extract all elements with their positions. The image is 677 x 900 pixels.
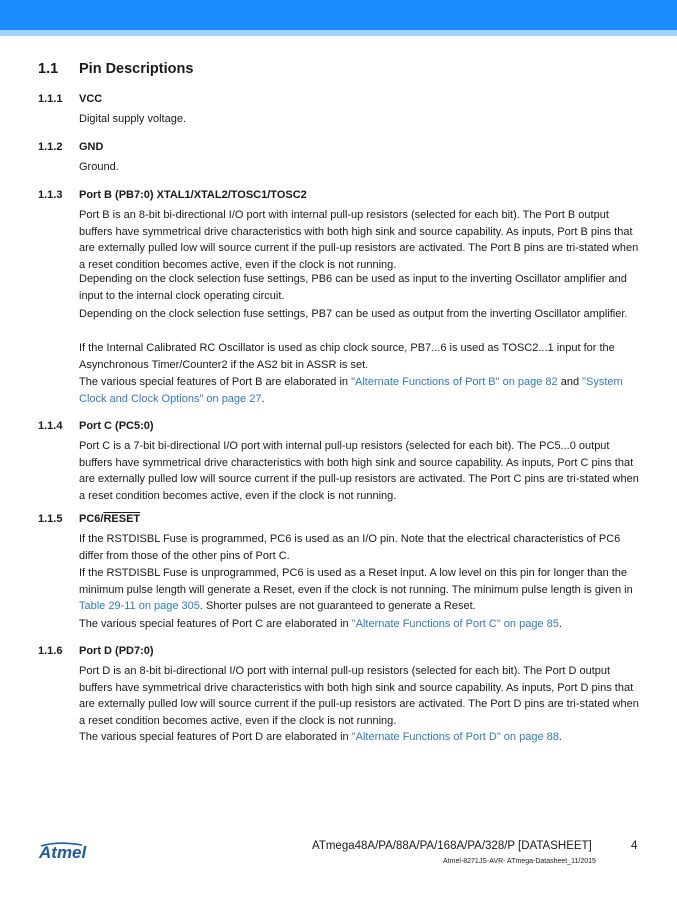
subsection-vcc-heading (38, 93, 102, 105)
subsection-gnd-heading (38, 141, 103, 153)
subsection-portc-heading (38, 420, 154, 432)
subsection-title: PC6/ (79, 513, 104, 525)
subsection-number: 1.1.3 (38, 189, 63, 201)
portb-paragraph-4: If the Internal Calibrated RC Oscillator is used as chip clock source, PB7...6 is used as TOSC2...1 input for the Asynchronous Timer/Counter2 if the AS2 bit in ASSR is set. (79, 342, 615, 371)
text-run: The various special features of Port D are elaborated in (79, 731, 352, 743)
gnd-description: Ground. (79, 161, 119, 173)
link-alt-functions-port-b[interactable]: "Alternate Functions of Port B" on page 82 (351, 376, 558, 388)
portb-paragraph-5 (79, 374, 639, 407)
subsection-number: 1.1.2 (38, 141, 63, 153)
text-run: . (558, 731, 562, 743)
portd-paragraph-2 (79, 729, 639, 746)
header-bar (0, 0, 677, 30)
portc-paragraph-1: Port C is a 7-bit bi-directional I/O port with internal pull-up resistors (selected for each bit). The PC5...0 output buffers have symmetrical drive characteristics with both high sink and source capability. As inputs, Port C pins that are externally pulled low will source current if the pull-up resistors are activated. The Port C pins are tri-stated when a reset condition becomes active, even if the clock is not running. (79, 440, 639, 503)
footer-page-number: 4 (631, 840, 638, 852)
subsection-title: VCC (79, 93, 103, 105)
subsection-title: Port C (PC5:0) (79, 420, 154, 432)
link-table-29-11[interactable]: Table 29-11 on page 305 (79, 600, 200, 613)
footer-doc-id: Atmel-8271JS-AVR- ATmega-Datasheet_11/2015 (443, 858, 596, 865)
footer-doc-title: ATmega48A/PA/88A/PA/168A/PA/328/P [DATASHEET] (312, 840, 592, 852)
subsection-portd-heading (38, 645, 154, 657)
portd-paragraph-1: Port D is an 8-bit bi-directional I/O port with internal pull-up resistors (selected for each bit). The Port D output buffers have symmetrical drive characteristics with both high sink and source capability. As inputs, Port D pins that are externally pulled low will source current if the pull-up resistors are activated. The Port D pins are tri-stated when a reset condition becomes active, even if the clock is not running. (79, 665, 639, 728)
link-alt-functions-port-d[interactable]: "Alternate Functions of Port D" on page 88 (351, 731, 559, 743)
section-title: Pin Descriptions (79, 61, 194, 77)
pc6-paragraph-2 (79, 565, 639, 615)
text-run: If the RSTDISBL Fuse is unprogrammed, PC6 is used as a Reset input. A low level on this pin for longer than the minimum pulse length will generate a Reset, even if the clock is not running. The minimum pulse length is given in (79, 567, 633, 596)
subsection-portb-heading (38, 189, 307, 201)
subsection-pc6-heading (38, 513, 140, 525)
subsection-title-reset: RESET (103, 513, 141, 525)
text-run: . (261, 392, 265, 405)
text-run: The various special features of Port B are elaborated in (79, 376, 352, 388)
subsection-number: 1.1.5 (38, 513, 63, 525)
pc6-paragraph-1: If the RSTDISBL Fuse is programmed, PC6 is used as an I/O pin. Note that the electrical characteristics of PC6 differ from those of the other pins of Port C. (79, 533, 621, 562)
header-accent-line (0, 30, 677, 36)
text-run: . (558, 618, 562, 630)
pc6-paragraph-3 (79, 616, 639, 633)
subsection-title: GND (79, 141, 104, 153)
section-number: 1.1 (38, 61, 59, 77)
subsection-number: 1.1.6 (38, 645, 63, 657)
atmel-logo (38, 842, 100, 862)
portb-paragraph-1: Port B is an 8-bit bi-directional I/O port with internal pull-up resistors (selected for each bit). The Port B output buffers have symmetrical drive characteristics with both high sink and source capability. As inputs, Port B pins that are externally pulled low will source current if the pull-up resistors are activated. The Port B pins are tri-stated when a reset condition becomes active, even if the clock is not running. (79, 209, 639, 272)
section-heading (38, 61, 193, 77)
subsection-number: 1.1.1 (38, 93, 63, 105)
vcc-description: Digital supply voltage. (79, 113, 187, 125)
text-run: The various special features of Port C are elaborated in (79, 618, 352, 630)
text-run: . Shorter pulses are not guaranteed to generate a Reset. (199, 600, 476, 613)
subsection-title: Port B (PB7:0) XTAL1/XTAL2/TOSC1/TOSC2 (79, 189, 307, 201)
link-alt-functions-port-c[interactable]: "Alternate Functions of Port C" on page 85 (351, 618, 559, 630)
subsection-number: 1.1.4 (38, 420, 63, 432)
portb-paragraph-3: Depending on the clock selection fuse settings, PB7 can be used as output from the inverting Oscillator amplifier. (79, 308, 628, 320)
portb-paragraph-2: Depending on the clock selection fuse settings, PB6 can be used as input to the inverting Oscillator amplifier and input to the internal clock operating circuit. (79, 273, 627, 302)
logo-text: Atmel (39, 843, 87, 862)
link-system-clock-options[interactable]: "System Clock and Clock Options" on page 27 (79, 376, 623, 405)
subsection-title: Port D (PD7:0) (79, 645, 154, 657)
text-run: and (557, 376, 583, 388)
